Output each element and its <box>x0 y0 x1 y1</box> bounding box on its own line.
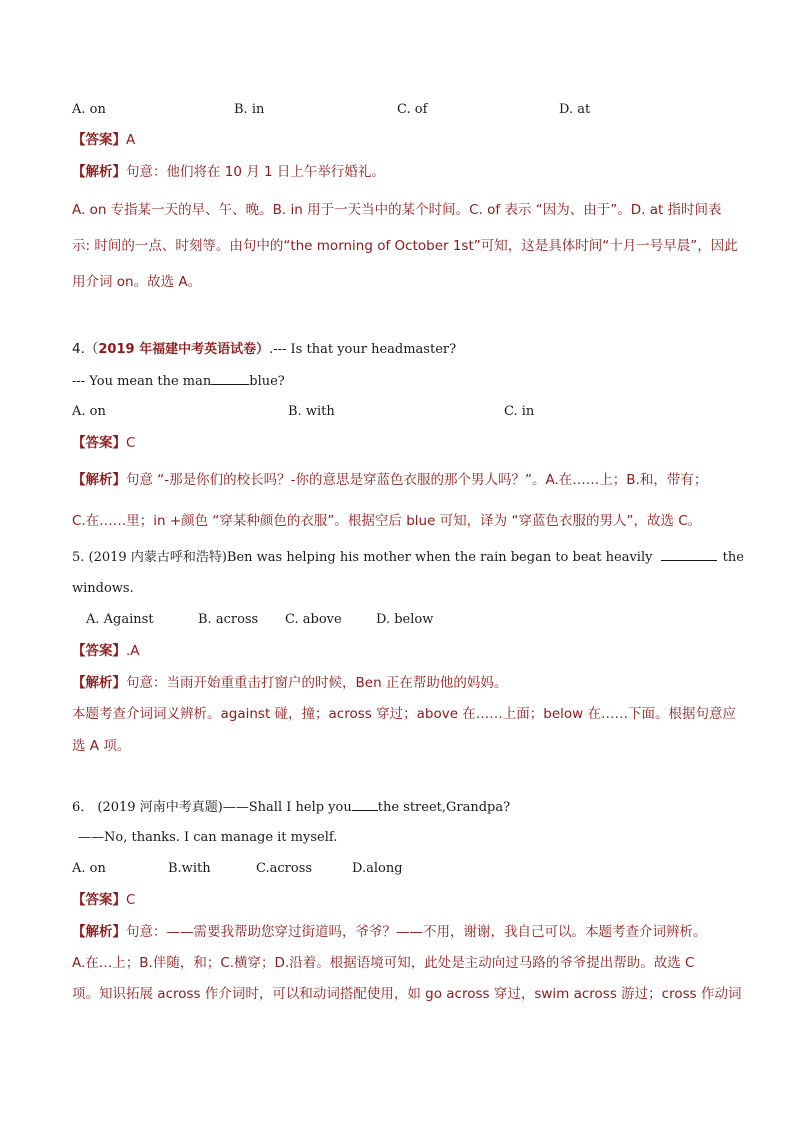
option-b: B. across <box>198 612 259 627</box>
question-6-analysis: 【解析】句意：——需要我帮助您穿过街道吗，爷爷？——不用，谢谢，我自己可以。本题考查介词辨析。 <box>72 924 707 940</box>
option-c: C.across <box>256 861 313 876</box>
option-a: A. on <box>72 861 106 876</box>
question-4-stem: 4.（2019 年福建中考英语试卷）.--- Is that your headmaster? <box>72 341 457 357</box>
option-d: D. below <box>376 612 434 627</box>
option-b: B.with <box>168 861 211 876</box>
option-b: B. in <box>234 102 265 117</box>
question-6-answer: 【答案】C <box>72 892 136 908</box>
question-4-stem-line2: --- You mean the man blue? <box>72 374 285 389</box>
question-3-analysis-line3: 示: 时间的一点、时刻等。由句中的“the morning of October 1st”可知，这是具体时间“十月一号早晨”，因此 <box>72 238 738 254</box>
question-3-analysis-line4: 用介词 on。故选 A。 <box>72 274 202 290</box>
answer-blank <box>661 548 717 561</box>
question-4-analysis-line2: C.在……里；in +颜色 “穿某种颜色的衣服”。根据空后 blue 可知，译为 “穿蓝色衣服的男人”，故选 C。 <box>72 513 702 529</box>
question-3-analysis-line2: A. on 专指某一天的早、午、晚。B. in 用于一天当中的某个时间。C. of 表示 “因为、由于”。D. at 指时间表 <box>72 202 722 218</box>
answer-blank <box>352 798 378 811</box>
question-5-analysis-line3: 选 A 项。 <box>72 738 131 754</box>
question-6-analysis-line3: 项。知识拓展 across 作介词时，可以和动词搭配使用，如 go across 穿过，swim across 游过；cross 作动词 <box>72 986 742 1002</box>
option-c: C. of <box>397 102 428 117</box>
question-4-answer: 【答案】C <box>72 435 136 451</box>
option-d: D. at <box>559 102 591 117</box>
question-3-analysis: 【解析】句意：他们将在 10 月 1 日上午举行婚礼。 <box>72 164 385 180</box>
question-5-answer: 【答案】.A <box>72 643 140 659</box>
option-c: C. above <box>285 612 342 627</box>
option-d: D.along <box>352 861 403 876</box>
question-5-analysis: 【解析】句意：当雨开始重重击打窗户的时候，Ben 正在帮助他的妈妈。 <box>72 675 508 691</box>
question-6-stem-line2: ——No, thanks. I can manage it myself. <box>78 830 338 845</box>
question-5-stem-line2: windows. <box>72 581 134 596</box>
option-a: A. Against <box>86 612 154 627</box>
question-5-analysis-line2: 本题考查介词词义辨析。against 碰，撞；across 穿过；above 在……上面；below 在……下面。根据句意应 <box>72 706 737 722</box>
question-4-analysis: 【解析】句意 “-那是你们的校长吗？-你的意思是穿蓝色衣服的那个男人吗？”。A.在……上；B.和，带有； <box>72 472 708 488</box>
question-6-analysis-line2: A.在…上；B.伴随，和；C.横穿；D.沿着。根据语境可知，此处是主动向过马路的爷爷提出帮助。故选 C <box>72 955 695 971</box>
option-a: A. on <box>72 102 106 117</box>
option-a: A. on <box>72 404 106 419</box>
option-b: B. with <box>288 404 335 419</box>
option-c: C. in <box>504 404 535 419</box>
answer-blank <box>211 372 249 385</box>
question-5-stem: 5. (2019 内蒙古呼和浩特)Ben was helping his mother when the rain began to beat heavily the <box>72 550 744 565</box>
question-3-answer: 【答案】A <box>72 132 136 148</box>
question-6-stem: 6． (2019 河南中考真题)——Shall I help you the street,Grandpa? <box>72 800 511 815</box>
question-source: 2019 年福建中考英语试卷） <box>98 342 270 357</box>
